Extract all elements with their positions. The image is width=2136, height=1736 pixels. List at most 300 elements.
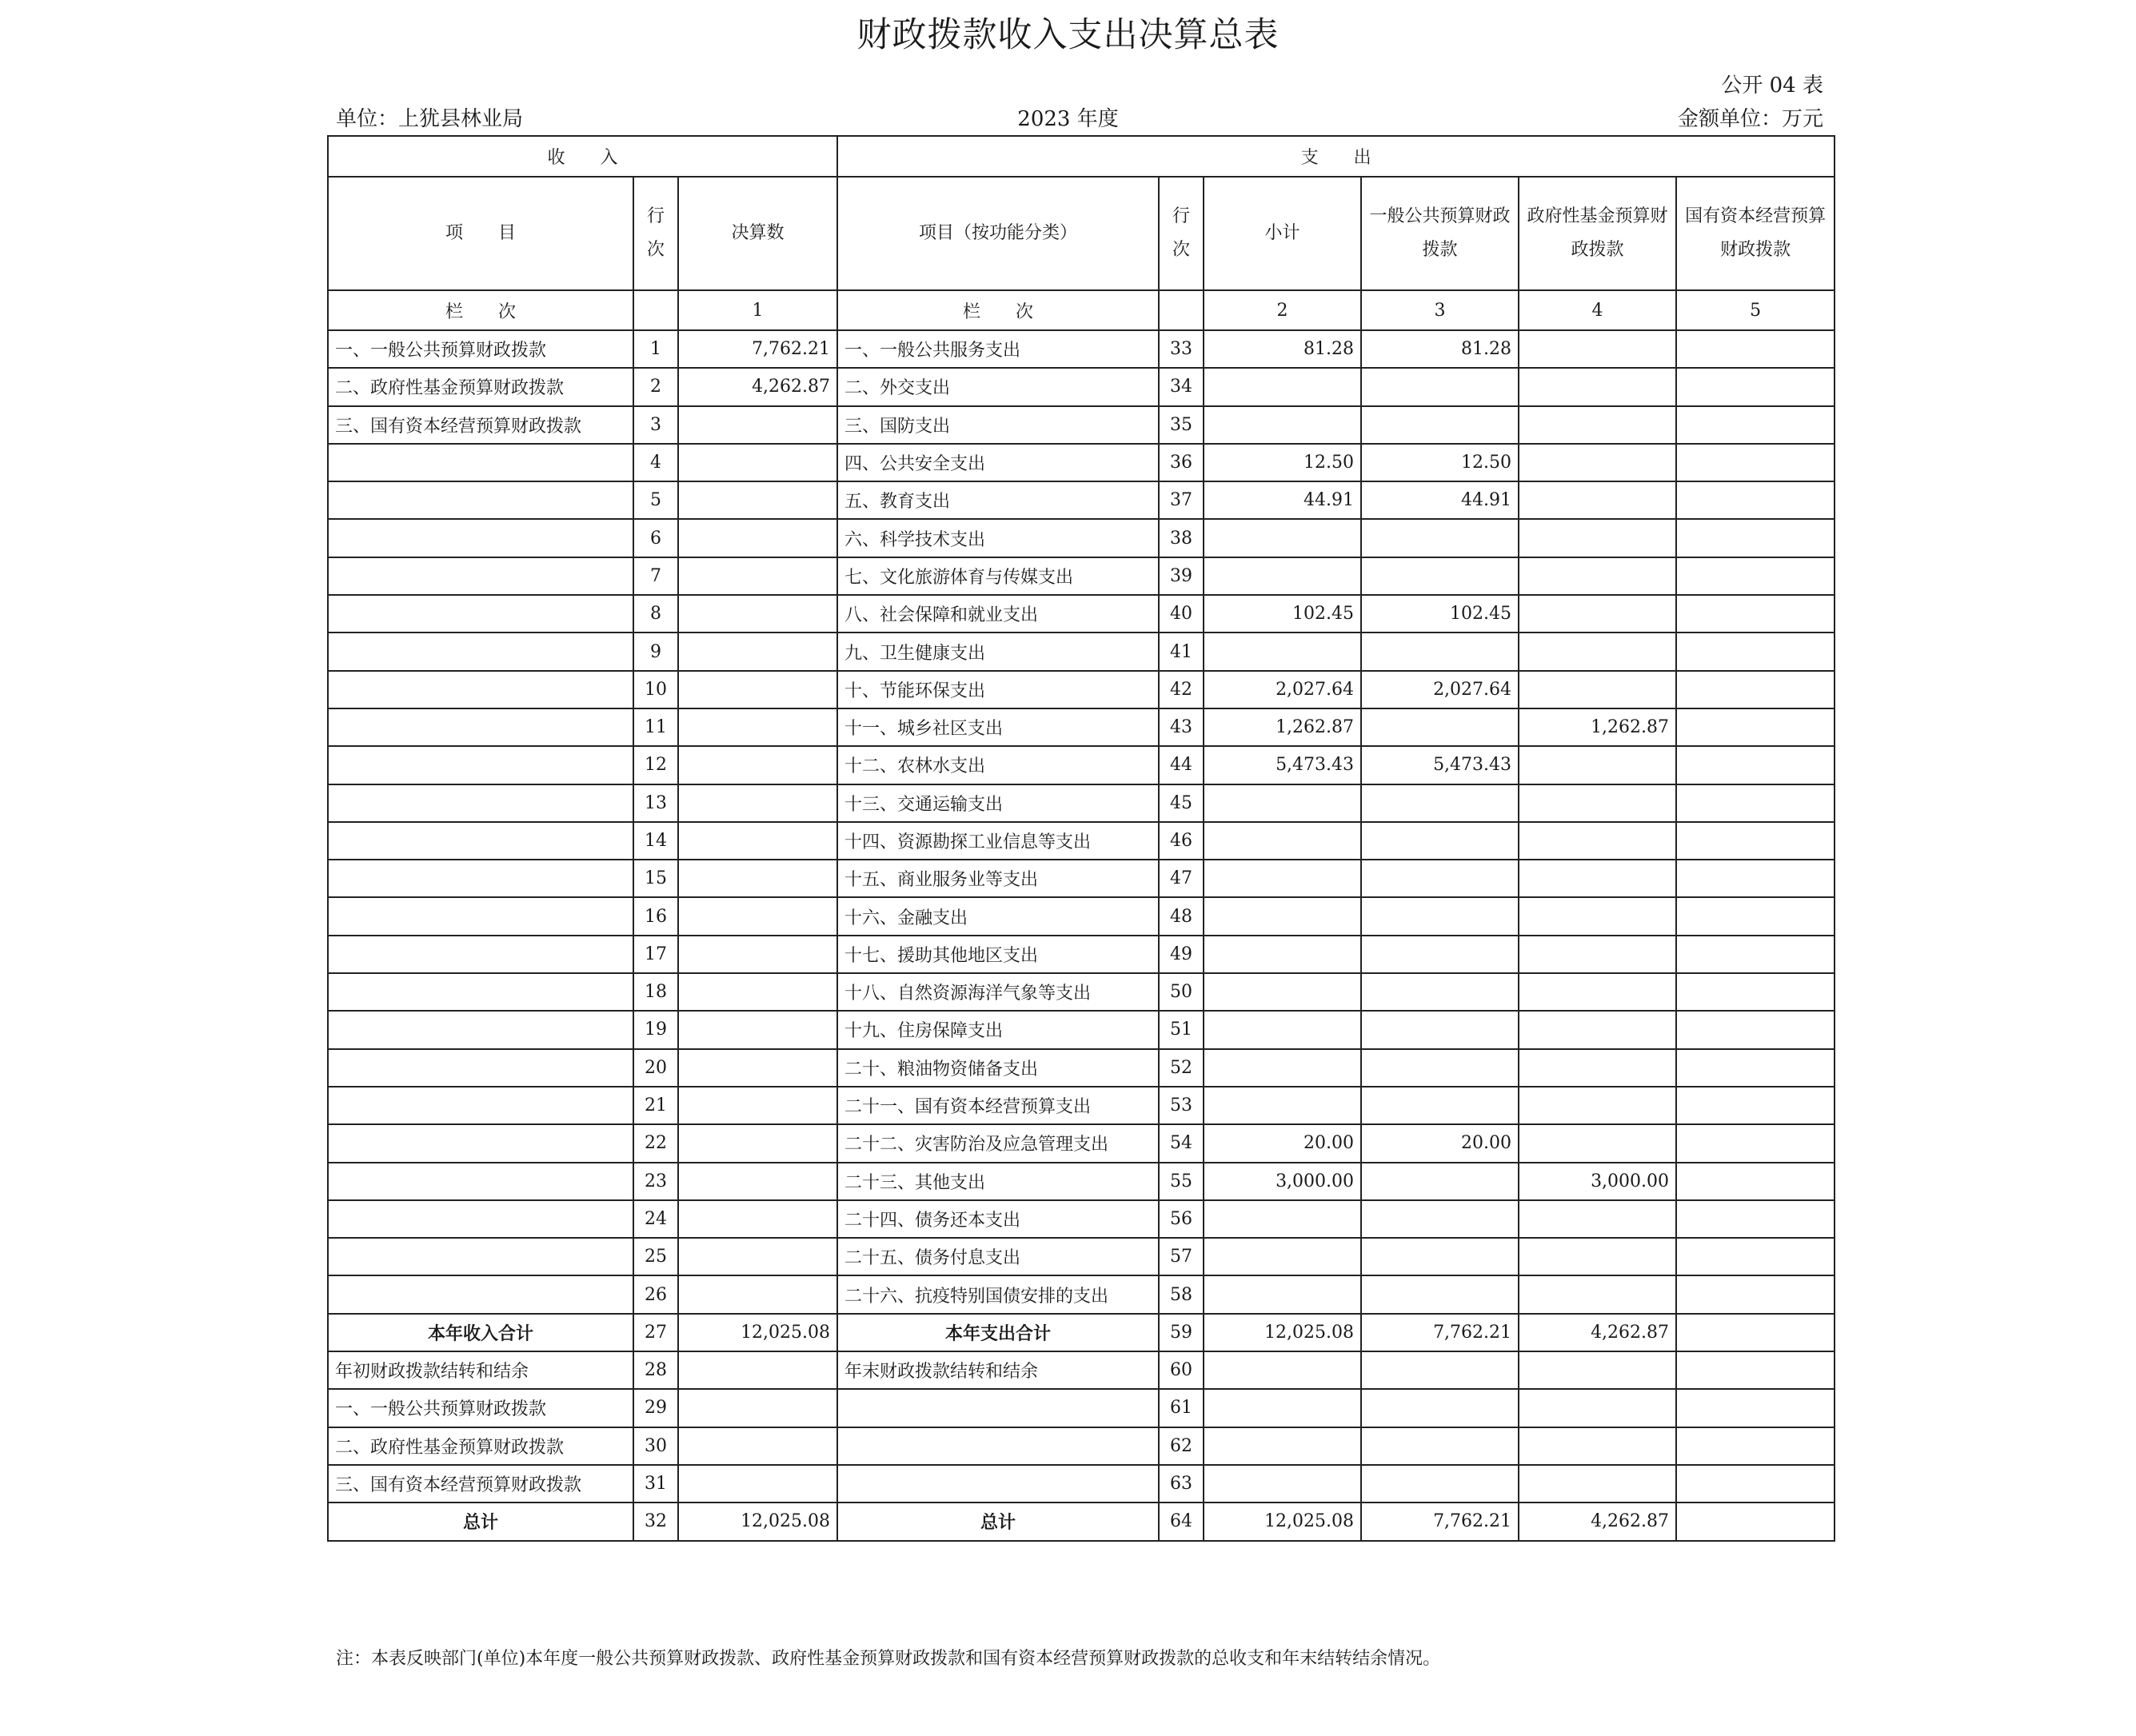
income-row-no-cell: 27 xyxy=(633,1314,678,1351)
state-capital-cell xyxy=(1676,973,1835,1011)
gov-fund-cell xyxy=(1519,1238,1676,1275)
income-row-no-cell: 12 xyxy=(633,746,678,784)
expense-row-no-cell: 37 xyxy=(1159,481,1204,519)
income-amount-cell xyxy=(678,746,837,784)
expense-row-no-cell: 35 xyxy=(1159,406,1204,444)
income-row-no-cell: 10 xyxy=(633,671,678,708)
income-item-cell: 二、政府性基金预算财政拨款 xyxy=(328,1427,633,1465)
income-row-no-cell: 3 xyxy=(633,406,678,444)
general-budget-cell xyxy=(1361,406,1519,444)
table-row xyxy=(328,368,1835,405)
subtotal-header: 小计 xyxy=(1204,177,1361,290)
subtotal-cell xyxy=(1204,1389,1361,1427)
column-label-empty xyxy=(633,290,678,330)
income-amount-cell xyxy=(678,1275,837,1313)
state-capital-cell xyxy=(1676,519,1835,557)
income-item-cell: 本年收入合计 xyxy=(328,1314,633,1351)
income-amount-cell xyxy=(678,633,837,670)
table-row xyxy=(328,1124,1835,1162)
income-item-cell xyxy=(328,1275,633,1313)
general-budget-cell: 102.45 xyxy=(1361,595,1519,633)
general-budget-cell: 7,762.21 xyxy=(1361,1314,1519,1351)
subtotal-cell: 81.28 xyxy=(1204,330,1361,368)
table-row xyxy=(328,1351,1835,1389)
income-amount-cell xyxy=(678,784,837,822)
table-row xyxy=(328,481,1835,519)
state-capital-cell xyxy=(1676,1427,1835,1465)
general-budget-cell xyxy=(1361,1087,1519,1124)
income-amount-cell xyxy=(678,897,837,935)
income-row-no-cell: 2 xyxy=(633,368,678,405)
general-budget-cell xyxy=(1361,1351,1519,1389)
state-capital-cell xyxy=(1676,368,1835,405)
expense-item-cell: 十三、交通运输支出 xyxy=(837,784,1159,822)
subtotal-cell xyxy=(1204,1011,1361,1048)
subtotal-cell xyxy=(1204,1427,1361,1465)
income-item-cell xyxy=(328,595,633,633)
income-item-cell: 一、一般公共预算财政拨款 xyxy=(328,1389,633,1427)
income-row-no-cell: 13 xyxy=(633,784,678,822)
subtotal-cell xyxy=(1204,1351,1361,1389)
column-label-empty-2 xyxy=(1159,290,1204,330)
gov-fund-cell xyxy=(1519,822,1676,860)
table-row xyxy=(328,936,1835,973)
state-capital-cell xyxy=(1676,784,1835,822)
subtotal-cell: 5,473.43 xyxy=(1204,746,1361,784)
income-item-header: 项 目 xyxy=(328,177,633,290)
gov-fund-cell xyxy=(1519,1200,1676,1238)
subtotal-cell xyxy=(1204,1049,1361,1087)
subtotal-cell: 12.50 xyxy=(1204,444,1361,481)
income-amount-cell: 4,262.87 xyxy=(678,368,837,405)
expense-item-cell: 五、教育支出 xyxy=(837,481,1159,519)
income-amount-cell xyxy=(678,557,837,595)
fiscal-year: 2023 年度 xyxy=(1017,107,1119,131)
column-number-3: 3 xyxy=(1361,290,1519,330)
subtotal-cell xyxy=(1204,860,1361,897)
expense-row-no-cell: 47 xyxy=(1159,860,1204,897)
income-amount-cell xyxy=(678,444,837,481)
expense-row-no-cell: 51 xyxy=(1159,1011,1204,1048)
expense-item-header: 项目（按功能分类） xyxy=(837,177,1159,290)
income-item-cell: 二、政府性基金预算财政拨款 xyxy=(328,368,633,405)
gov-fund-cell xyxy=(1519,671,1676,708)
income-amount-cell xyxy=(678,595,837,633)
expense-row-no-cell: 56 xyxy=(1159,1200,1204,1238)
subtotal-cell xyxy=(1204,784,1361,822)
income-amount-cell xyxy=(678,1124,837,1162)
state-capital-cell xyxy=(1676,1049,1835,1087)
general-budget-cell: 20.00 xyxy=(1361,1124,1519,1162)
table-row xyxy=(328,1389,1835,1427)
table-row xyxy=(328,1087,1835,1124)
income-amount-cell xyxy=(678,1049,837,1087)
expense-row-no-cell: 44 xyxy=(1159,746,1204,784)
income-amount-cell xyxy=(678,1389,837,1427)
state-capital-cell xyxy=(1676,1314,1835,1351)
table-row xyxy=(328,1503,1835,1540)
table-row xyxy=(328,519,1835,557)
table-row xyxy=(328,860,1835,897)
subtotal-cell xyxy=(1204,519,1361,557)
gov-fund-cell xyxy=(1519,1275,1676,1313)
general-budget-cell xyxy=(1361,1163,1519,1200)
expense-item-cell: 八、社会保障和就业支出 xyxy=(837,595,1159,633)
general-budget-cell xyxy=(1361,519,1519,557)
state-capital-cell xyxy=(1676,1465,1835,1503)
state-capital-cell xyxy=(1676,822,1835,860)
income-item-cell xyxy=(328,1238,633,1275)
expense-item-cell: 二十五、债务付息支出 xyxy=(837,1238,1159,1275)
expense-row-no-cell: 55 xyxy=(1159,1163,1204,1200)
table-row xyxy=(328,1465,1835,1503)
income-row-no-cell: 1 xyxy=(633,330,678,368)
income-row-no-cell: 30 xyxy=(633,1427,678,1465)
state-capital-cell xyxy=(1676,1200,1835,1238)
income-amount-cell xyxy=(678,1351,837,1389)
income-amount-cell xyxy=(678,519,837,557)
table-row xyxy=(328,897,1835,935)
table-row xyxy=(328,1314,1835,1351)
expense-item-cell: 十、节能环保支出 xyxy=(837,671,1159,708)
subtotal-cell xyxy=(1204,1275,1361,1313)
state-capital-cell xyxy=(1676,595,1835,633)
income-amount-cell xyxy=(678,1163,837,1200)
column-number-1: 1 xyxy=(678,290,837,330)
subtotal-cell: 1,262.87 xyxy=(1204,708,1361,746)
income-item-cell xyxy=(328,1011,633,1048)
expense-item-cell xyxy=(837,1389,1159,1427)
gov-fund-cell xyxy=(1519,595,1676,633)
state-capital-cell xyxy=(1676,1275,1835,1313)
income-row-no-header: 行次 xyxy=(633,177,678,290)
column-number-5: 5 xyxy=(1676,290,1835,330)
general-budget-cell: 2,027.64 xyxy=(1361,671,1519,708)
expense-item-cell: 年末财政拨款结转和结余 xyxy=(837,1351,1159,1389)
income-row-no-cell: 21 xyxy=(633,1087,678,1124)
state-capital-cell xyxy=(1676,860,1835,897)
expense-item-cell xyxy=(837,1465,1159,1503)
state-capital-cell xyxy=(1676,1389,1835,1427)
income-row-no-cell: 31 xyxy=(633,1465,678,1503)
income-row-no-cell: 4 xyxy=(633,444,678,481)
general-budget-cell xyxy=(1361,936,1519,973)
expense-row-no-cell: 42 xyxy=(1159,671,1204,708)
income-amount-cell xyxy=(678,860,837,897)
income-row-no-cell: 24 xyxy=(633,1200,678,1238)
state-capital-cell xyxy=(1676,1011,1835,1048)
general-budget-cell xyxy=(1361,822,1519,860)
expense-row-no-cell: 41 xyxy=(1159,633,1204,670)
expense-row-no-cell: 40 xyxy=(1159,595,1204,633)
expense-row-no-cell: 39 xyxy=(1159,557,1204,595)
expense-item-cell: 三、国防支出 xyxy=(837,406,1159,444)
table-row xyxy=(328,708,1835,746)
expense-item-cell: 四、公共安全支出 xyxy=(837,444,1159,481)
income-item-cell xyxy=(328,708,633,746)
income-row-no-cell: 14 xyxy=(633,822,678,860)
expense-item-cell: 二十一、国有资本经营预算支出 xyxy=(837,1087,1159,1124)
state-capital-cell xyxy=(1676,444,1835,481)
general-budget-cell xyxy=(1361,1465,1519,1503)
gov-fund-cell xyxy=(1519,444,1676,481)
income-amount-cell xyxy=(678,936,837,973)
subtotal-cell: 2,027.64 xyxy=(1204,671,1361,708)
income-item-cell: 总计 xyxy=(328,1503,633,1540)
reporting-unit: 单位：上犹县林业局 xyxy=(336,107,524,131)
income-item-cell xyxy=(328,1049,633,1087)
income-item-cell: 年初财政拨款结转和结余 xyxy=(328,1351,633,1389)
expense-row-no-header: 行次 xyxy=(1159,177,1204,290)
general-budget-cell xyxy=(1361,368,1519,405)
gov-fund-cell xyxy=(1519,973,1676,1011)
expense-row-no-cell: 54 xyxy=(1159,1124,1204,1162)
subtotal-cell: 44.91 xyxy=(1204,481,1361,519)
income-row-no-cell: 28 xyxy=(633,1351,678,1389)
subtotal-cell xyxy=(1204,822,1361,860)
subtotal-cell: 12,025.08 xyxy=(1204,1503,1361,1540)
gov-fund-cell xyxy=(1519,784,1676,822)
gov-fund-cell xyxy=(1519,1124,1676,1162)
expense-row-no-cell: 45 xyxy=(1159,784,1204,822)
gov-fund-cell xyxy=(1519,1011,1676,1048)
income-row-no-cell: 6 xyxy=(633,519,678,557)
state-capital-cell xyxy=(1676,1503,1835,1540)
income-item-cell xyxy=(328,519,633,557)
currency-unit: 金额单位：万元 xyxy=(1677,107,1823,131)
income-row-no-cell: 25 xyxy=(633,1238,678,1275)
gov-fund-cell xyxy=(1519,746,1676,784)
table-row xyxy=(328,822,1835,860)
gov-fund-cell xyxy=(1519,519,1676,557)
general-budget-cell xyxy=(1361,633,1519,670)
subtotal-cell xyxy=(1204,973,1361,1011)
expense-group-header: 支 出 xyxy=(837,136,1835,177)
subtotal-cell: 102.45 xyxy=(1204,595,1361,633)
expense-row-no-cell: 49 xyxy=(1159,936,1204,973)
income-item-cell xyxy=(328,1163,633,1200)
gov-fund-cell xyxy=(1519,936,1676,973)
gov-fund-cell: 3,000.00 xyxy=(1519,1163,1676,1200)
income-row-no-cell: 15 xyxy=(633,860,678,897)
gov-fund-cell xyxy=(1519,1389,1676,1427)
general-budget-cell: 81.28 xyxy=(1361,330,1519,368)
expense-row-no-cell: 48 xyxy=(1159,897,1204,935)
subtotal-cell: 3,000.00 xyxy=(1204,1163,1361,1200)
general-budget-cell xyxy=(1361,1011,1519,1048)
table-row xyxy=(328,406,1835,444)
expense-item-cell: 二十、粮油物资储备支出 xyxy=(837,1049,1159,1087)
expense-row-no-cell: 50 xyxy=(1159,973,1204,1011)
state-capital-header: 国有资本经营预算财政拨款 xyxy=(1676,177,1835,290)
final-amount-header: 决算数 xyxy=(678,177,837,290)
general-budget-header: 一般公共预算财政拨款 xyxy=(1361,177,1519,290)
income-item-cell: 一、一般公共预算财政拨款 xyxy=(328,330,633,368)
fiscal-summary-table xyxy=(327,135,1835,1542)
state-capital-cell xyxy=(1676,936,1835,973)
gov-fund-cell xyxy=(1519,860,1676,897)
gov-fund-cell xyxy=(1519,1465,1676,1503)
gov-fund-cell xyxy=(1519,1427,1676,1465)
income-row-no-cell: 7 xyxy=(633,557,678,595)
expense-row-no-cell: 57 xyxy=(1159,1238,1204,1275)
income-row-no-cell: 32 xyxy=(633,1503,678,1540)
income-row-no-cell: 18 xyxy=(633,973,678,1011)
expense-row-no-cell: 59 xyxy=(1159,1314,1204,1351)
expense-item-cell: 十六、金融支出 xyxy=(837,897,1159,935)
expense-item-cell: 二、外交支出 xyxy=(837,368,1159,405)
income-amount-cell: 12,025.08 xyxy=(678,1314,837,1351)
table-row xyxy=(328,1275,1835,1313)
gov-fund-cell xyxy=(1519,406,1676,444)
general-budget-cell xyxy=(1361,1275,1519,1313)
form-number: 公开 04 表 xyxy=(1721,74,1823,98)
general-budget-cell xyxy=(1361,1389,1519,1427)
table-row xyxy=(328,1163,1835,1200)
state-capital-cell xyxy=(1676,746,1835,784)
income-row-no-cell: 26 xyxy=(633,1275,678,1313)
gov-fund-cell xyxy=(1519,481,1676,519)
page-title: 财政拨款收入支出决算总表 xyxy=(856,15,1280,55)
income-item-cell xyxy=(328,822,633,860)
income-amount-cell xyxy=(678,1011,837,1048)
expense-row-no-cell: 60 xyxy=(1159,1351,1204,1389)
column-label: 栏 次 xyxy=(328,290,633,330)
income-row-no-cell: 9 xyxy=(633,633,678,670)
table-row xyxy=(328,784,1835,822)
general-budget-cell xyxy=(1361,860,1519,897)
expense-row-no-cell: 33 xyxy=(1159,330,1204,368)
subtotal-cell xyxy=(1204,1238,1361,1275)
subtotal-cell xyxy=(1204,936,1361,973)
general-budget-cell xyxy=(1361,708,1519,746)
general-budget-cell xyxy=(1361,1427,1519,1465)
income-row-no-cell: 20 xyxy=(633,1049,678,1087)
state-capital-cell xyxy=(1676,406,1835,444)
table-row xyxy=(328,330,1835,368)
expense-item-cell xyxy=(837,1427,1159,1465)
state-capital-cell xyxy=(1676,897,1835,935)
general-budget-cell xyxy=(1361,897,1519,935)
expense-item-cell: 十四、资源勘探工业信息等支出 xyxy=(837,822,1159,860)
gov-fund-cell xyxy=(1519,557,1676,595)
expense-item-cell: 一、一般公共服务支出 xyxy=(837,330,1159,368)
expense-item-cell: 十五、商业服务业等支出 xyxy=(837,860,1159,897)
state-capital-cell xyxy=(1676,671,1835,708)
subtotal-cell xyxy=(1204,557,1361,595)
expense-item-cell: 九、卫生健康支出 xyxy=(837,633,1159,670)
expense-item-cell: 二十二、灾害防治及应急管理支出 xyxy=(837,1124,1159,1162)
gov-fund-cell: 4,262.87 xyxy=(1519,1314,1676,1351)
table-row xyxy=(328,1238,1835,1275)
income-amount-cell xyxy=(678,1465,837,1503)
expense-row-no-cell: 43 xyxy=(1159,708,1204,746)
income-amount-cell xyxy=(678,671,837,708)
state-capital-cell xyxy=(1676,557,1835,595)
income-row-no-cell: 19 xyxy=(633,1011,678,1048)
general-budget-cell xyxy=(1361,557,1519,595)
table-row xyxy=(328,973,1835,1011)
expense-item-cell: 二十三、其他支出 xyxy=(837,1163,1159,1200)
state-capital-cell xyxy=(1676,633,1835,670)
table-row xyxy=(328,1200,1835,1238)
table-row xyxy=(328,1049,1835,1087)
column-label-expense: 栏 次 xyxy=(837,290,1159,330)
state-capital-cell xyxy=(1676,1238,1835,1275)
general-budget-cell xyxy=(1361,784,1519,822)
income-item-cell xyxy=(328,1087,633,1124)
general-budget-cell xyxy=(1361,1049,1519,1087)
general-budget-cell xyxy=(1361,1238,1519,1275)
income-item-cell xyxy=(328,784,633,822)
expense-item-cell: 七、文化旅游体育与传媒支出 xyxy=(837,557,1159,595)
gov-fund-cell xyxy=(1519,1087,1676,1124)
subtotal-cell xyxy=(1204,1200,1361,1238)
state-capital-cell xyxy=(1676,1163,1835,1200)
gov-fund-header: 政府性基金预算财政拨款 xyxy=(1519,177,1676,290)
expense-row-no-cell: 62 xyxy=(1159,1427,1204,1465)
income-item-cell xyxy=(328,746,633,784)
expense-row-no-cell: 38 xyxy=(1159,519,1204,557)
income-row-no-cell: 17 xyxy=(633,936,678,973)
expense-row-no-cell: 58 xyxy=(1159,1275,1204,1313)
state-capital-cell xyxy=(1676,330,1835,368)
expense-row-no-cell: 53 xyxy=(1159,1087,1204,1124)
table-row xyxy=(328,444,1835,481)
column-number-4: 4 xyxy=(1519,290,1676,330)
income-item-cell xyxy=(328,671,633,708)
income-amount-cell xyxy=(678,1087,837,1124)
subtotal-cell xyxy=(1204,897,1361,935)
expense-item-cell: 二十四、债务还本支出 xyxy=(837,1200,1159,1238)
gov-fund-cell xyxy=(1519,368,1676,405)
subtotal-cell: 20.00 xyxy=(1204,1124,1361,1162)
subtotal-cell xyxy=(1204,406,1361,444)
expense-item-cell: 总计 xyxy=(837,1503,1159,1540)
income-amount-cell xyxy=(678,708,837,746)
state-capital-cell xyxy=(1676,1087,1835,1124)
expense-item-cell: 本年支出合计 xyxy=(837,1314,1159,1351)
income-item-cell xyxy=(328,973,633,1011)
general-budget-cell: 7,762.21 xyxy=(1361,1503,1519,1540)
column-number-2: 2 xyxy=(1204,290,1361,330)
expense-row-no-cell: 52 xyxy=(1159,1049,1204,1087)
income-item-cell xyxy=(328,444,633,481)
income-amount-cell: 7,762.21 xyxy=(678,330,837,368)
income-item-cell xyxy=(328,1124,633,1162)
income-item-cell xyxy=(328,897,633,935)
income-item-cell: 三、国有资本经营预算财政拨款 xyxy=(328,1465,633,1503)
table-row xyxy=(328,557,1835,595)
income-amount-cell: 12,025.08 xyxy=(678,1503,837,1540)
expense-item-cell: 十八、自然资源海洋气象等支出 xyxy=(837,973,1159,1011)
income-group-header: 收 入 xyxy=(328,136,837,177)
subtotal-cell xyxy=(1204,633,1361,670)
income-item-cell xyxy=(328,936,633,973)
income-amount-cell xyxy=(678,481,837,519)
income-item-cell xyxy=(328,633,633,670)
state-capital-cell xyxy=(1676,1351,1835,1389)
table-row xyxy=(328,1427,1835,1465)
gov-fund-cell xyxy=(1519,1049,1676,1087)
general-budget-cell: 12.50 xyxy=(1361,444,1519,481)
general-budget-cell xyxy=(1361,1200,1519,1238)
gov-fund-cell xyxy=(1519,633,1676,670)
income-item-cell: 三、国有资本经营预算财政拨款 xyxy=(328,406,633,444)
gov-fund-cell xyxy=(1519,330,1676,368)
table-row xyxy=(328,633,1835,670)
income-amount-cell xyxy=(678,822,837,860)
